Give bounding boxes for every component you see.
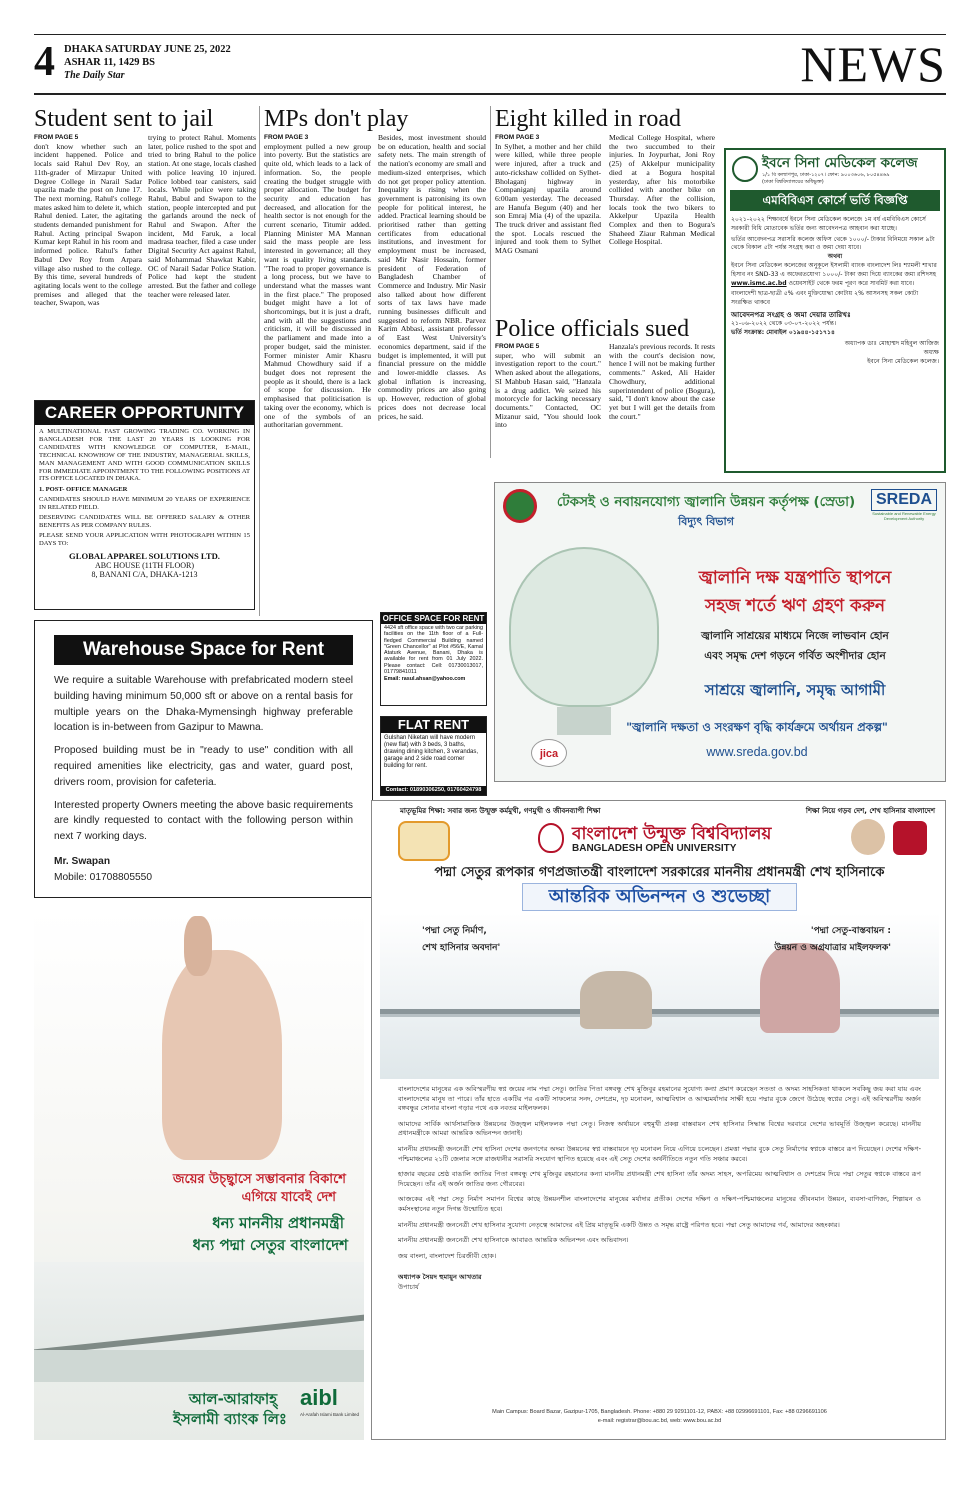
- bou-para4: হাজার বছরের শ্রেষ্ঠ বাঙালি জাতির পিতা বঙ্গবন্ধু শেখ মুজিবুর রহমানের কন্যা মাননীয় প্রধানমন্ত্রী শেখ হাসিনা তাঁর অদম্য সাহস, অপরিমেয় আত্মবিশ্বাস ও দেশপ্রেম দিয়ে পদ্মা সেতুর স্বপ্নকে বাস্তবে রূপ দিয়েছেন। তাঁর এই অর্জন জাতির জন্য গৌরবের।: [398, 1170, 921, 1188]
- headline-mps: MPs don't play: [264, 106, 409, 132]
- deadline-title: আবেদনপত্র সংগ্রহ ও জমা দেয়ার তারিখঃ: [731, 309, 851, 319]
- dateline: DHAKA SATURDAY JUNE 25, 2022: [64, 44, 231, 55]
- aibl-logo-sub: Al-Arafah Islami Bank Limited: [300, 1412, 360, 1417]
- jubilee-logo: [398, 821, 450, 861]
- bou-para5: আজকের এই পদ্মা সেতু নির্মাণ সমাপন বিশ্বের কাছে উন্নয়নশীল বাংলাদেশের মানুষের মর্যাদার প্রতীক। দেশের দক্ষিণ ও দক্ষিণ-পশ্চিমাঞ্চলের মানুষের জীবনমান উন্নয়ন, ব্যবসা-বাণিজ্য, শিল্পায়ন ও কর্মসংস্থানের নতুন দিগন্ত উন্মোচিত হবে।: [398, 1195, 921, 1213]
- ad-address2: 8, BANANI C/A, DHAKA-1213: [91, 569, 198, 579]
- website-link[interactable]: www.ismc.ac.bd: [731, 279, 787, 287]
- ad-aibl: [34, 910, 364, 1440]
- intro: ২০২১-২০২২ শিক্ষাবর্ষে ইবনে সিনা মেডিকেল কলেজে ১ম বর্ষ এমবিবিএস কোর্সে সরকারী বিধি মোতাবেক ভর্তির জন্য আবেদনপত্র আহবান করা যাচ্ছে।: [731, 216, 926, 232]
- ad-warehouse: [34, 620, 373, 898]
- from-page: FROM PAGE 5: [34, 134, 79, 141]
- story-eight-col2: Medical College Hospital, where the two succumbed to their injuries. In Joypurhat, Joni Roy (25) of Akkelpur municipality died at a Bogura hospital yesterday, after his motorbike collided with another bike on Thursday. After the collision, locals took the two bikers to Akkelpur Upazila Health Complex and then to Bogura's Shaheed Ziaur Rahman Medical College Hospital.: [609, 134, 715, 247]
- story-eight-col1: FROM PAGE 3 In Sylhet, a mother and her child were killed, while three people were injured, after a truck and auto-rickshaw collided on Sylhet-Bholaganj highway in Companiganj upazila around 6:00am yesterday. The deceased are Hanufa Begum (40) and her son Emraj Mia (4) of the upazila. The truck driver and assistant fled the spot. Locals rescued the injured and took them to Sylhet MAG Osmani: [495, 134, 601, 256]
- pm-portrait: [162, 950, 282, 1160]
- bangla-date: ASHAR 11, 1429 BS: [64, 57, 156, 68]
- quote-right-1: 'পদ্মা সেতু-বাস্তবায়ন :: [810, 926, 891, 936]
- ad-office-space: [380, 612, 487, 706]
- quote-right-2: উন্নয়ন ও অগ্রযাত্রার মাইলফলক': [774, 943, 891, 953]
- bou-footer2: e-mail: registrar@bou.ac.bd, web: www.bou.ac.bd: [597, 1418, 722, 1424]
- signer-org: ইবনে সিনা মেডিকেল কলেজ।: [867, 357, 939, 365]
- ad-contact-name: Mr. Swapan: [54, 855, 111, 867]
- ad-address1: ABC HOUSE (11TH FLOOR): [94, 560, 195, 570]
- bou-motto-right: শিক্ষা নিয়ে গড়ব দেশ, শেখ হাসিনার বাংলাদেশ: [805, 807, 935, 815]
- ad-flat-rent: [380, 716, 487, 796]
- ad-ibn-sina: [724, 148, 946, 473]
- bou-para3: মাননীয় প্রধানমন্ত্রী জননেত্রী শেখ হাসিনা দেশের জনগণের অদম্য উন্নয়নের স্বপ্ন বাস্তবায়নে দৃঢ় মনোবল নিয়ে এগিয়ে চলেছেন। প্রমত্তা পদ্মার বুকে সেতু নির্মাণের স্বপ্নকে বাস্তবে রূপ দিয়েছেন। দেশের দক্ষিণ-পশ্চিমাঞ্চলের ২১টি জেলার সঙ্গে রাজধানীর সরাসরি সংযোগ স্থাপিত হয়েছে এবং এই সেতু দেশের অর্থনীতিতে নতুন গতি সঞ্চার করবে।: [398, 1144, 921, 1163]
- headline-student-jail: Student sent to jail: [34, 106, 214, 132]
- sreda-funding: "জ্বালানি দক্ষতা ও সংরক্ষণ বৃদ্ধি কার্যক্রমে অর্থায়ন প্রকল্প": [626, 720, 888, 734]
- bou-emblem: [538, 823, 564, 853]
- ad-para1: We require a suitable Warehouse with prefabricated modern steel building having minimum 50,000 sft or above on a rental basis for multiple years on the Dhaka-Mymensingh highway preferable location is in-between from Gazipur to Mawna.: [54, 675, 353, 734]
- bou-body: [398, 1085, 921, 1293]
- sreda-dept: বিদ্যুৎ বিভাগ: [678, 515, 734, 528]
- quote-left-1: 'পদ্মা সেতু নির্মাণ,: [422, 926, 487, 936]
- ad-intro: A MULTINATIONAL FAST GROWING TRADING CO. WORKING IN BANGLADESH FOR THE LAST 20 YEARS IS LOOKING FOR CANDIDATES WITH KNOWLEDGE OF COMPUTER, E-MAIL, TECHNICAL KNOWHOW OF THE INDUSTRY, MANAGERIAL SKILLS, MAN MANAGEMENT AND WITH GOOD COMMUNICATION SKILLS FOR IMMEDIATE APPOINTMENT TO THE FOLLOWING POSITIONS AT ITS OFFICE LOCATED IN DHAKA.: [39, 428, 250, 483]
- bou-closing: জয় বাংলা, বাংলাদেশ চিরজীবী হোক।: [398, 1251, 497, 1260]
- deadline: ২১-০৬-২০২২ থেকে ০৩-০৭-২০২২ পর্যন্ত।: [731, 319, 837, 327]
- phone: ভর্তি সংক্রান্ত: মোবাইল ০১৯৪৪-১৫১৭১৪: [731, 328, 835, 336]
- ad-body: Gulshan Niketan will have modern (new flat) with 3 beds, 3 baths, drawing dining kitchen, 3 verandas, garage and 2 side road corner building for rent.: [384, 735, 479, 769]
- bou-name-en: BANGLADESH OPEN UNIVERSITY: [572, 843, 737, 854]
- bullet-3: বাংলাদেশী ছাত্র-ছাত্রী ৫% এবং মুক্তিযোদ্ধা কোটায় ২% আসনসহ সকল কোটা সংরক্ষিত থাকবে: [731, 290, 919, 307]
- ad-bou: [371, 800, 946, 1440]
- headline-eight-killed: Eight killed in road: [495, 106, 681, 132]
- ad-company: GLOBAL APPAREL SOLUTIONS LTD.: [69, 550, 220, 561]
- sreda-tag1: জ্বালানি দক্ষ যন্ত্রপাতি স্থাপনে: [698, 568, 892, 588]
- mujib100-logo: [893, 821, 927, 855]
- ad-title: CAREER OPPORTUNITY: [35, 401, 254, 425]
- ad-req3: PLEASE SEND YOUR APPLICATION WITH PHOTOGRAPH WITHIN 15 DAYS TO:: [39, 531, 250, 547]
- mbbs-banner: এমবিবিএস কোর্সে ভর্তি বিজ্ঞপ্তি: [730, 190, 940, 211]
- ad-title: OFFICE SPACE FOR RENT: [382, 614, 485, 623]
- from-page: FROM PAGE 3: [264, 134, 309, 141]
- sreda-mid2: এবং সমৃদ্ধ দেশ গড়নে গর্বিত অংশীদার হোন: [704, 650, 886, 662]
- ad-para2: Proposed building must be in "ready to use" condition with all required amenities like electricity, gas and water, guard post, drivers room, provision for cafeteria.: [54, 745, 353, 788]
- bou-para2: আমাদের সার্বিক আর্থসামাজিক উন্নয়নের উজ্জ্বল মাইলফলক পদ্মা সেতু। নিজস্ব অর্থায়নে বহুমুখী প্রকল্প বাস্তবায়ন শেখ হাসিনার সিদ্ধান্ত বিশ্বের দরবারে দেশের ভাবমূর্তি উজ্জ্বল করেছে। মাননীয় প্রধানমন্ত্রীকে আমরা আন্তরিক অভিনন্দন জানাই।: [398, 1119, 921, 1138]
- college-address: ১/১ বি কল্যাণপুর, ঢাকা-১২০৭। ফোন: ৯০০৩৬০৬, ৮০৫৪৪৬৯: [762, 172, 890, 178]
- from-page: FROM PAGE 5: [495, 343, 540, 350]
- ad-post: 1. POST- OFFICE MANAGER: [39, 486, 128, 494]
- from-page: FROM PAGE 3: [495, 134, 540, 141]
- ad-email: Email: rasul.ahsan@yahoo.com: [384, 676, 466, 683]
- paper-name: The Daily Star: [64, 70, 125, 81]
- masthead: [34, 34, 946, 94]
- aibl-caption2: এগিয়ে যাবেই দেশ: [241, 1190, 336, 1205]
- bou-para1: বাংলাদেশের মানুষের এক অবিস্মরণীয় স্বপ্ন জয়ের নাম পদ্মা সেতু। জাতির পিতা বঙ্গবন্ধু শেখ মুজিবুর রহমানের সুযোগ্য কন্যা প্রমাণ করেছেন সততা ও অদম্য সাহসিকতা থাকলে সবকিছু জয় করা যায় এবং বাংলাদেশের মানুষ তা পারে। তাঁর হাতে একটির পর একটি সাফল্যের সনদ, দেশপ্রেম, দৃঢ় মনোবল, আত্মবিশ্বাস ও আত্মমর্যাদার সাক্ষী হয়ে পদ্মার বুকে জেগে উঠেছে স্বপ্নের সেতু। এই অবিস্মরণীয় অর্জন বঙ্গবন্ধুর সোনার বাংলা গড়ার পথে এক নবতর মাইলফলক।: [398, 1085, 921, 1113]
- aibl-bank-bn1: আল-আরাফাহ্: [188, 1390, 278, 1408]
- bou-para6: মাননীয় প্রধানমন্ত্রী জননেত্রী শেখ হাসিনার সুযোগ্য নেতৃত্বে আমাদের এই প্রিয় মাতৃভূমি একটি উন্নত ও সমৃদ্ধ রাষ্ট্রে পরিণত হবে। পদ্মা সেতু আমাদের গর্ব, আমাদের অহংকার।: [398, 1220, 840, 1229]
- story-jail-col2: trying to protect Rahul. Moments later, police rushed to the spot and tried to bring Rahul to the police station. At one stage, locals clashed with police leaving 10 injured. Police lobbed tear canisters, said locals. While police were taking Rahul, Babul and Swapon to the station, people intercepted and put the garlands around the neck of Rahul and Swapon. After the incident, Md Faruk, a local madrasa teacher, filed a case under Digital Security Act against Rahul, said Mohammad Shawkat Kabir, OC of Narail Sadar Police Station. Police had kept the student arrested. But the father and college teacher were released later.: [148, 134, 256, 299]
- aibl-logo: aibl: [300, 1385, 338, 1410]
- ad-career-opportunity: [34, 400, 255, 610]
- story-police-col2: Hanzala's previous records. It rests with the court's decision now, hence I will not be making further comments." Asked, Ali Haider Chowdhury, additional superintendent of police (Bogura), said, "I don't know about the case yet but I will get the details from the court.": [609, 343, 715, 421]
- college-name: ইবনে সিনা মেডিকেল কলেজ: [762, 155, 918, 171]
- pm-raised-hand: [184, 916, 212, 976]
- ad-req1: CANDIDATES SHOULD HAVE MINIMUM 20 YEARS OF EXPERIENCE IN RELATED FIELD.: [39, 496, 250, 512]
- aibl-thanks2: ধন্য পদ্মা সেতুর বাংলাদেশ: [192, 1236, 348, 1254]
- or-label: অথবা: [827, 253, 843, 261]
- bou-greeting: আন্তরিক অভিনন্দন ও শুভেচ্ছা: [522, 883, 797, 911]
- bou-signer-title: উপাচার্য: [398, 1282, 419, 1291]
- signer-title: অধ্যক্ষ: [923, 349, 939, 357]
- headline-police-sued: Police officials sued: [495, 316, 690, 342]
- college-logo: [732, 156, 758, 182]
- story-mps-col1: FROM PAGE 3 employment pulled a new group into poverty. But the statistics are quite old, which leads to a lack of information. So, the people creating the budget struggle with proper allocation. The budget for security and education has decreased, and allocation for the health sector is not enough for the current scenario, Titumir added. Planning Minister MA Mannan said the mass people are less interested in governance; all they want is quality living standards. "The road to proper governance is a long process, but we have to understand what the masses want in the first place." The proposed budget might have a lot of shortcomings, but it is just a draft, and with all the suggestions and criticism, it will be discussed in the parliament and made into a proper budget, said the minister. Former minister Amir Khasru Mahmud Chowdhury said if a budget does not represent the people as it should, there is a lack of scope for discussion. He emphasised that politicisation is taking over the economy, which is one of the symbols of an authoritarian government.: [264, 134, 371, 430]
- ad-para3: Interested property Owners meeting the above basic requirements are kindly requested to contact with the following person within next 7 working days.: [54, 799, 353, 843]
- page-number: 4: [34, 39, 55, 85]
- sreda-tag2: সহজ শর্তে ঋণ গ্রহণ করুন: [704, 596, 886, 616]
- ad-req2: DESERVING CANDIDATES WILL BE OFFERED SALARY & OTHER BENEFITS AS PER COMPANY RULES.: [39, 514, 250, 529]
- sreda-org: টেকসই ও নবায়নযোগ্য জ্বালানি উন্নয়ন কর্তৃপক্ষ (স্রেডা): [556, 494, 856, 510]
- bulb-illustration: [509, 547, 659, 707]
- jica-logo: jica: [531, 739, 567, 767]
- aibl-bank-bn2: ইসলামী ব্যাংক লিঃ: [173, 1410, 287, 1428]
- govt-emblem: [503, 489, 537, 523]
- college-affiliation: (ঢাকা বিশ্ববিদ্যালয়ের অধিভুক্ত): [762, 179, 824, 185]
- ad-contact-mobile: Mobile: 01708805550: [54, 871, 152, 883]
- aibl-thanks1: ধন্য মাননীয় প্রধানমন্ত্রী: [212, 1214, 344, 1232]
- ad-body: 4424 sft office space with two car parking facilities on the 11th floor of a Full-fledged Commercial Building named "Green Chancellor" at Plot #56/E, Kamal Ataturk Avenue, Banani, Dhaka is available for rent from 01 July 2022. Please contact: Cell: 01730013017, 01779841011: [384, 625, 483, 676]
- mujib-portrait: [851, 819, 885, 855]
- ad-contact: Contact: 01890306250, 01760424798: [381, 786, 486, 795]
- bou-footer: Main Campus: Board Bazar, Gazipur-1705, Bangladesh. Phone: +880 29 9291101-12, PABX: +88 02996691101, Fax: +88 0296691106: [492, 1409, 827, 1415]
- sreda-mid1: জ্বালানি সাশ্রয়ের মাধ্যমে নিজে লাভবান হোন: [701, 630, 889, 642]
- ad-title: Warehouse Space for Rent: [54, 635, 353, 665]
- ad-sreda: [494, 482, 946, 782]
- bou-name-bn: বাংলাদেশ উন্মুক্ত বিশ্ববিদ্যালয়: [572, 824, 772, 844]
- aibl-caption1: জয়ের উচ্ছ্বাসে সম্ভাবনার বিকাশে: [172, 1172, 346, 1187]
- sreda-logo-sub: Sustainable and Renewable Energy Development Authority: [872, 511, 936, 521]
- story-mps-col2: Besides, most investment should be on education, health and social safety nets. The main strength of the nation's economy are small and medium-sized enterprises, which do not get proper policy attention. Inequality is rising when the government is patronising its own people for political interest, he added. Practical learning should be prioritised rather than getting certificates from educational institutions, and investment for employment must be increased, said Mir Nasir Hossain, former president of Federation of Bangladesh Chamber of Commerce and Industry. Mir Nasir also talked about how different sorts of tax laws have made running businesses difficult and suggested to reform NBR. Parvez Karim Abbasi, assistant professor of East West University's economics department, said if the budget is implemented, it will put financial pressure on the middle and lower-middle classes. As global inflation is increasing, commodity prices are also going up. However, reduction of global prices does not decrease local prices, he said.: [378, 134, 486, 421]
- ad-title: FLAT RENT: [381, 717, 486, 733]
- bou-signer: অধ্যাপক সৈয়দ হুমায়ুন আখতার: [398, 1273, 482, 1282]
- sreda-web[interactable]: www.sreda.gov.bd: [706, 745, 808, 759]
- signer: অধ্যাপক ডাঃ মোহাম্মদ মহিবুল আজিজ: [844, 340, 939, 348]
- bou-line: পদ্মা সেতুর রূপকার গণপ্রজাতন্ত্রী বাংলাদেশ সরকারের মাননীয় প্রধানমন্ত্রী শেখ হাসিনাকে: [434, 865, 885, 880]
- bullet-2-tail: ওয়েবসাইট থেকে ফরম পূরণ করে সাবমিট করা যাবে।: [788, 279, 915, 287]
- sreda-slogan: সাশ্রয়ে জ্বালানি, সমৃদ্ধ আগামী: [704, 681, 886, 699]
- story-jail-col1: FROM PAGE 5 don't know whether such an incident happened. Police and locals said Rahul Dev Roy, an 11th-grader of Mirzapur United Degree College in Narail Sadar upazila made the post on June 17. The next morning, Rahul's college mates asked him to delete it, which Rahul denied. Later, the agitating students demanded punishment for Rahul. Acting principal Swapon Kumar kept Rahul in his room and informed police. Rahul's father Babul Dev Roy from Arpara village also rushed to the college. By this time, several hundreds of agitating locals went to the college premises and alleged that the teacher, Swapon, was: [34, 134, 142, 308]
- bullet-2: ইবনে সিনা মেডিকেল কলেজের অনুকূলে ইসলামী ব্যাংক বাংলাদেশ লিঃ শ্যামলী শাখার হিসাব নং SND-33 এ অফেরতযোগ্য ১০০০/- টাকা জমা দিয়ে ব্যাংকের জমা রশিদসহ: [731, 261, 937, 278]
- bou-para7: মাননীয় প্রধানমন্ত্রী জননেত্রী শেখ হাসিনাকে আবারও আন্তরিক অভিনন্দন এবং অভিবাদন।: [398, 1236, 629, 1245]
- story-police-col1: FROM PAGE 5 super, who will submit an investigation report to the court." When asked about the allegations, SI Mahbub Hasan said, "Hanzala is a drug addict. We seized his motorcycle for lacking necessary documents." Contacted, OC Mizanur said, "You should look into: [495, 343, 601, 430]
- quote-left-2: শেখ হাসিনার অবদান': [422, 943, 501, 953]
- section-title: NEWS: [800, 36, 946, 92]
- bridge-image: [34, 1262, 364, 1382]
- bullet-1: ভর্তির আবেদনপত্র সরাসরি কলেজ অফিস থেকে ১০০০/- টাকার বিনিময়ে সকাল ৯টা থেকে বিকাল ৫টা পর্যন্ত সংগ্রহ করা ও জমা দেয়া যাবে।: [731, 235, 935, 252]
- sreda-logo: SREDA: [871, 489, 937, 511]
- bou-motto-left: মাতৃভূমির শিক্ষা: সবার জন্য উন্মুক্ত কর্মমুখী, গণমুখী ও জীবনব্যাপী শিক্ষা: [400, 807, 601, 815]
